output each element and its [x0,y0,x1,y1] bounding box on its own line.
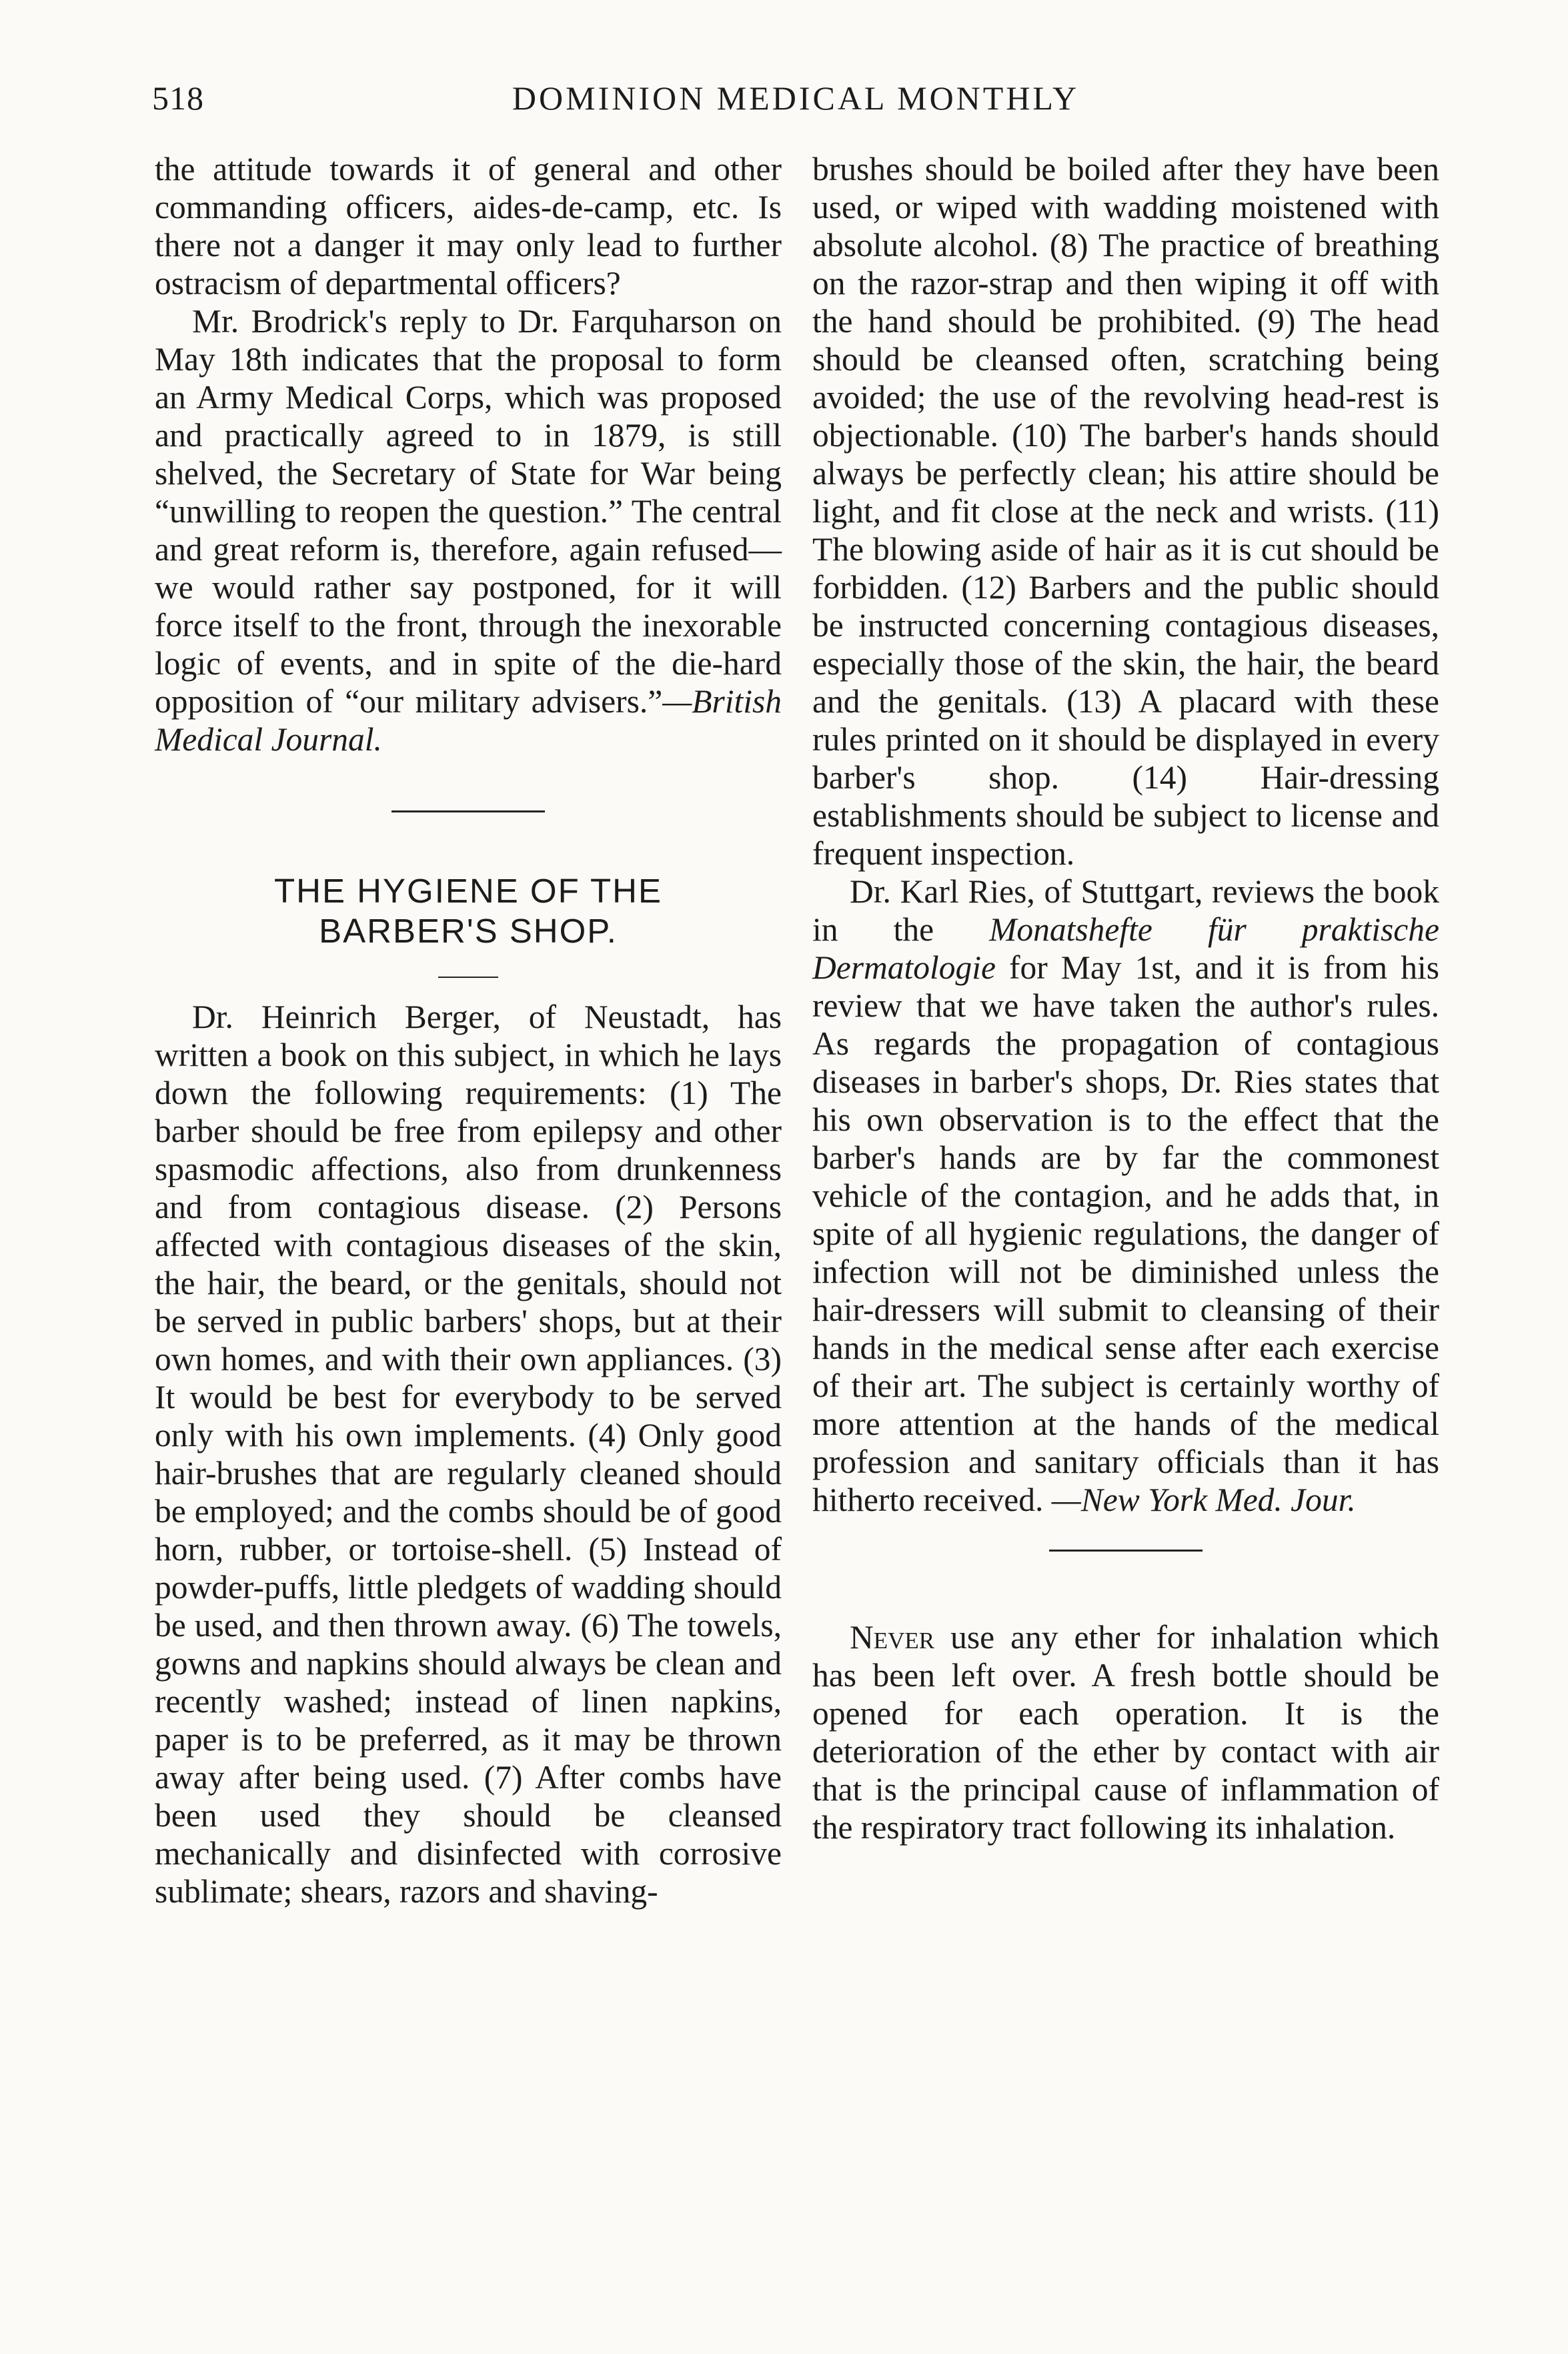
section-divider [391,810,545,812]
heading-line-2: BARBER'S SHOP. [319,912,618,950]
section-divider-right [1049,1550,1203,1552]
ether-first-word: Never [850,1619,935,1656]
bmj-source: —British Medical Journal. [155,683,782,758]
ether-text: use any ether for inhalation which has been left over. A fresh bottle should be opened for each operation. It is the deterioration of the ether by contact with air that is the principal cause of inflammation of the respiratory tract following its inhalation. [812,1619,1439,1846]
page-number: 518 [152,79,204,117]
running-title: DOMINION MEDICAL MONTHLY [512,79,1080,117]
left-column [155,150,782,1910]
ether-paragraph [812,1618,1439,1846]
continued-paragraph: the attitude towards it of general and other commanding officers, aides-de-camp, etc. Is there not a danger it may only lead to further ostracism of departmental officers? [155,151,782,302]
rules-continued-paragraph: brushes should be boiled after they have been used, or wiped with wadding moistened with absolute alcohol. (8) The practice of breathing on the razor-strap and then wiping it off with the hand should be prohibited. (9) The head should be cleansed often, scratching being avoided; the use of the revolving head-rest is objectionable. (10) The barber's hands should always be perfectly clean; his attire should be light, and fit close at the neck and wrists. (11) The blowing aside of hair as it is cut should be forbidden. (12) Barbers and the public should be instructed concerning contagious diseases, especially those of the skin, the hair, the beard and the genitals. (13) A placard with these rules printed on it should be displayed in every barber's shop. (14) Hair-dressing establishments should be subject to license and frequent inspection. [812,151,1439,872]
ries-paragraph [812,872,1439,1519]
right-column [812,150,1439,1846]
journal-title: Monatshefte für praktische Dermatologie [812,911,1439,986]
nyj-source: —New York Med. Jour. [1051,1482,1356,1518]
heading-line-1: THE HYGIENE OF THE [274,872,662,910]
ries-text-after: for May 1st, and it is from his review that we have taken the author's rules. As regards the propagation of contagious diseases in barber's shops, Dr. Ries states that his own observation is to the effect that the barber's hands are by far the commonest vehicle of the contagion, and he adds that, in spite of all hygienic regulations, the danger of infection will not be diminished unless the hair-dressers will submit to cleansing of their hands in the medical sense after each exercise of their art. The subject is certainly worthy of more attention at the hands of the medical profession and sanitary officials than it has hitherto received. [812,949,1439,1518]
berger-paragraph: Dr. Heinrich Berger, of Neustadt, has written a book on this subject, in which he lays down the following requirements: (1) The barber should be free from epilepsy and other spasmodic affections, also from drunkenness and from contagious disease. (2) Persons affected with contagious diseases of the skin, the hair, the beard, or the genitals, should not be served in public barbers' shops, but at their own homes, and with their own appliances. (3) It would be best for everybody to be served only with his own implements. (4) Only good hair-brushes that are regularly cleaned should be employed; and the combs should be of good horn, rubber, or tortoise-shell. (5) Instead of powder-puffs, little pledgets of wadding should be used, and then thrown away. (6) The towels, gowns and napkins should always be clean and recently washed; instead of linen napkins, paper is to be preferred, as it may be thrown away after being used. (7) After combs have been used they should be cleansed mechanically and disinfected with corrosive sublimate; shears, razors and shaving- [155,999,782,1910]
ries-text-before: Dr. Karl Ries, of Stuttgart, reviews the book in the [812,873,1439,948]
page-header [152,79,1439,132]
brodrick-paragraph [155,302,782,758]
heading-divider [438,977,498,978]
brodrick-text: Mr. Brodrick's reply to Dr. Farquharson on May 18th indicates that the proposal to form an Army Medical Corps, which was proposed and practically agreed to in 1879, is still shelved, the Secretary of State for War being “unwilling to reopen the question.” The central and great reform is, therefore, again refused—we would rather say postponed, for it will force itself to the front, through the inexorable logic of events, and in spite of the die-hard opposition of “our military advisers.” [155,303,782,720]
article-heading [155,871,782,951]
